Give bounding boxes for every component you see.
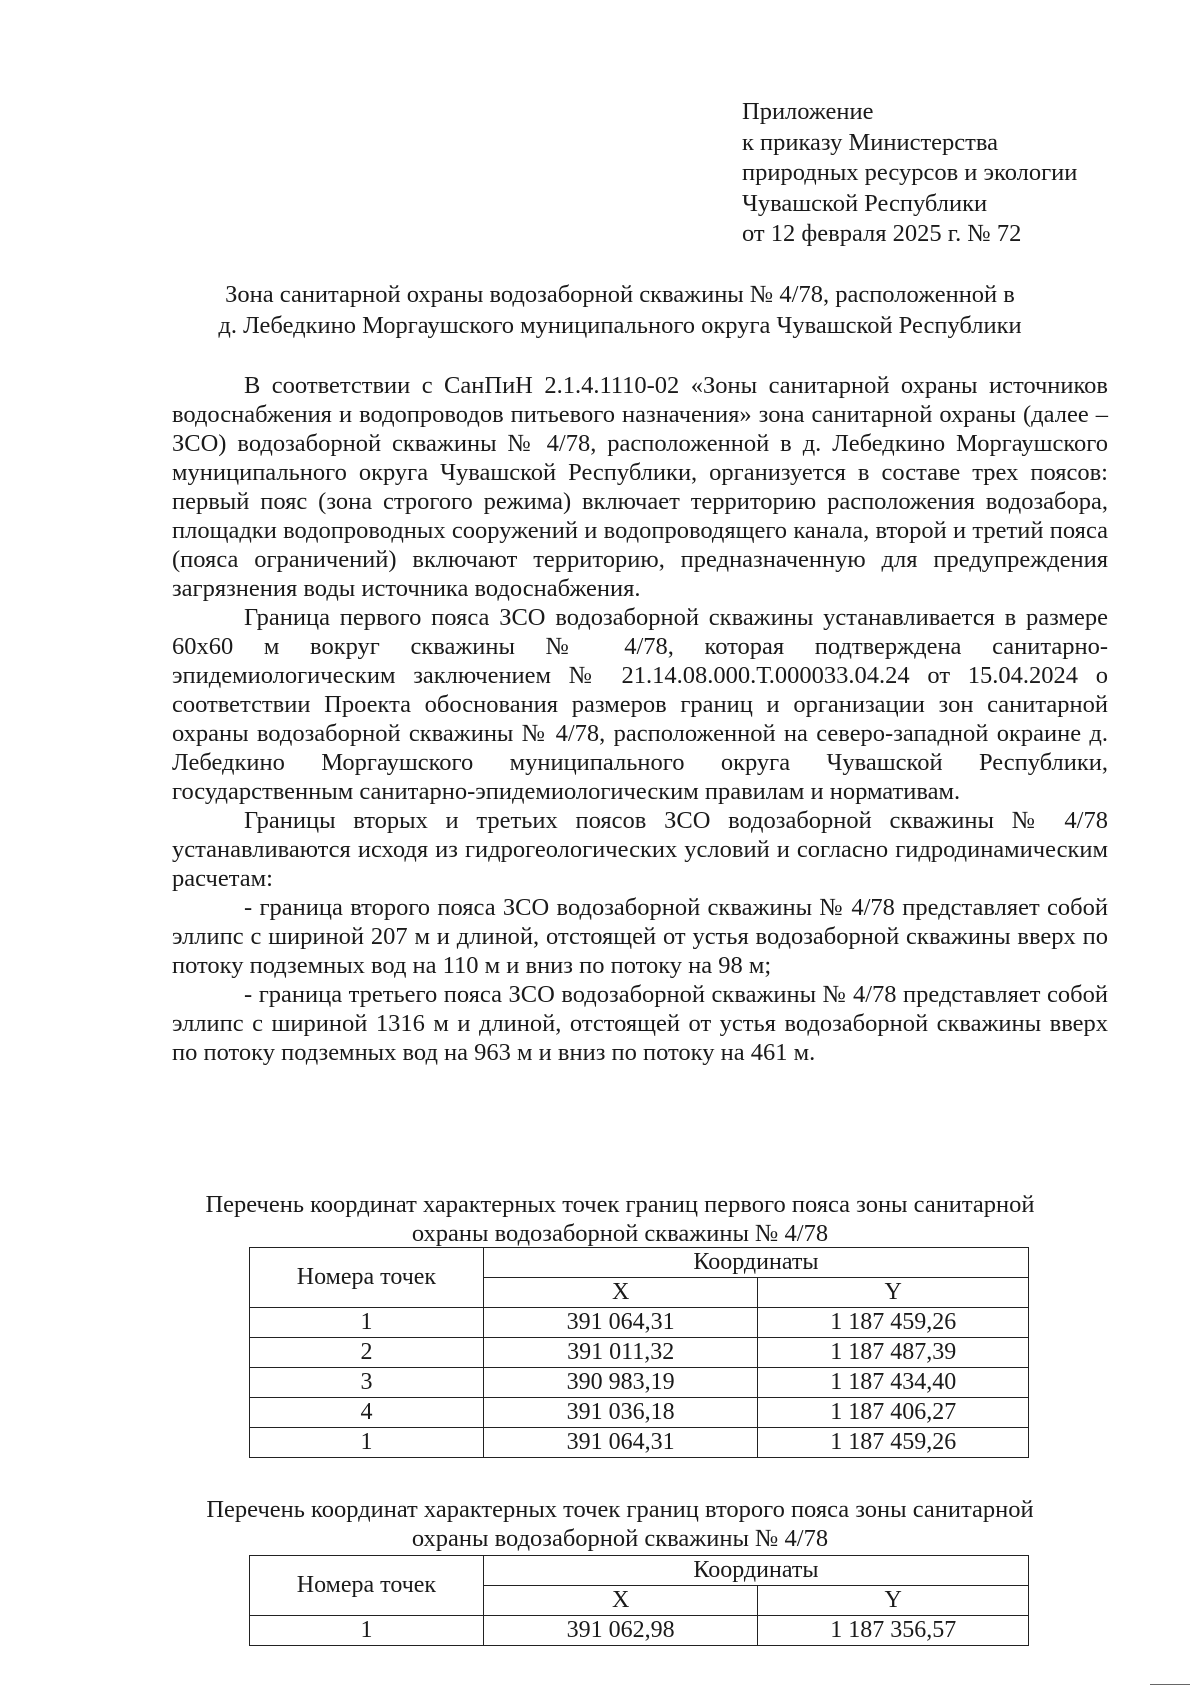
- header-x: X: [483, 1278, 758, 1308]
- annex-line: Приложение: [742, 98, 874, 125]
- cell-x: 391 011,32: [483, 1338, 758, 1368]
- table2-caption: [150, 1495, 1090, 1553]
- cell-y: 1 187 487,39: [758, 1338, 1029, 1368]
- title-line: д. Лебедкино Моргаушского муниципального округа Чувашской Республики: [218, 311, 1022, 339]
- paragraph-intro: В соответствии с СанПиН 2.1.4.1110-02 «Зоны санитарной охраны источников водоснабжения и водопроводов питьевого назначения» зона санитарной охраны (далее – ЗСО) водозаборной скважины № 4/78, расположенной в д. Лебедкино Моргаушского муниципального округа Чувашской Республики, организуется в составе трех поясов: первый пояс (зона строгого режима) включает территорию расположения водозабора, площадки водопроводных сооружений и водопроводящего канала, второй и третий пояса (пояса ограничений) включают территорию, предназначенную для предупреждения загрязнения воды источника водоснабжения.: [172, 372, 1108, 602]
- paragraph-third-belt-boundary: - граница третьего пояса ЗСО водозаборной скважины № 4/78 представляет собой эллипс с шириной 1316 м и длиной, отстоящей от устья водозаборной скважины вверх по потоку подземных вод на 963 м и вниз по потоку на 461 м.: [172, 981, 1108, 1066]
- table-row: [250, 1338, 1029, 1368]
- header-coordinates: Координаты: [483, 1556, 1028, 1586]
- paragraph-first-belt: Граница первого пояса ЗСО водозаборной скважины устанавливается в размере 60х60 м вокруг скважины № 4/78, которая подтверждена санитарно-эпидемиологическим заключением № 21.14.08.000.Т.000033.04.24 от 15.04.2024 о соответствии Проекта обоснования размеров границ и организации зон санитарной охраны водозаборной скважины № 4/78, расположенной на северо-западной окраине д. Лебедкино Моргаушского муниципального округа Чувашской Республики, государственным санитарно-эпидемиологическим правилам и нормативам.: [172, 604, 1108, 805]
- cell-y: 1 187 434,40: [758, 1368, 1029, 1398]
- table-row: [250, 1616, 1029, 1646]
- document-title: [170, 280, 1070, 341]
- paragraph-second-belt-boundary: - граница второго пояса ЗСО водозаборной скважины № 4/78 представляет собой эллипс с шириной 207 м и длиной, отстоящей от устья водозаборной скважины вверх по потоку подземных вод на 110 м и вниз по потоку на 98 м;: [172, 894, 1108, 979]
- annex-line: к приказу Министерства: [742, 128, 998, 156]
- second-belt-coordinates-table: [249, 1555, 1029, 1646]
- cell-y: 1 187 406,27: [758, 1398, 1029, 1428]
- cell-y: 1 187 356,57: [758, 1616, 1029, 1646]
- title-line: Зона санитарной охраны водозаборной скважины № 4/78, расположенной в: [225, 281, 1015, 308]
- cell-y: 1 187 459,26: [758, 1428, 1029, 1458]
- page-edge-mark: [1150, 1684, 1190, 1685]
- cell-x: 391 036,18: [483, 1398, 758, 1428]
- header-x: X: [483, 1586, 758, 1616]
- annex-line: от 12 февраля 2025 г. № 72: [742, 220, 1022, 247]
- table-row: [250, 1428, 1029, 1458]
- annex-line: Чувашской Республики: [742, 189, 988, 217]
- header-points: Номера точек: [250, 1556, 484, 1616]
- cell-point: 1: [250, 1428, 484, 1458]
- caption-line: Перечень координат характерных точек границ второго пояса зоны санитарной: [206, 1496, 1034, 1523]
- table-row: [250, 1368, 1029, 1398]
- cell-x: 391 062,98: [483, 1616, 758, 1646]
- paragraph-second-third-belts: Границы вторых и третьих поясов ЗСО водозаборной скважины № 4/78 устанавливаются исходя из гидрогеологических условий и согласно гидродинамическим расчетам:: [172, 807, 1108, 892]
- cell-point: 3: [250, 1368, 484, 1398]
- cell-point: 2: [250, 1338, 484, 1368]
- cell-point: 1: [250, 1308, 484, 1338]
- annex-line: природных ресурсов и экологии: [742, 159, 1078, 186]
- header-points: Номера точек: [250, 1248, 484, 1308]
- table1-caption: [150, 1190, 1090, 1248]
- cell-point: 1: [250, 1616, 484, 1646]
- table-row: [250, 1398, 1029, 1428]
- caption-line: охраны водозаборной скважины № 4/78: [411, 1525, 829, 1552]
- cell-x: 390 983,19: [483, 1368, 758, 1398]
- cell-y: 1 187 459,26: [758, 1308, 1029, 1338]
- cell-x: 391 064,31: [483, 1428, 758, 1458]
- header-y: Y: [758, 1586, 1029, 1616]
- caption-line: охраны водозаборной скважины № 4/78: [411, 1220, 829, 1247]
- header-coordinates: Координаты: [483, 1248, 1028, 1278]
- table-header-row: [250, 1248, 1029, 1278]
- cell-point: 4: [250, 1398, 484, 1428]
- first-belt-coordinates-table: [249, 1247, 1029, 1458]
- header-y: Y: [758, 1278, 1029, 1308]
- table-row: [250, 1308, 1029, 1338]
- cell-x: 391 064,31: [483, 1308, 758, 1338]
- caption-line: Перечень координат характерных точек границ первого пояса зоны санитарной: [205, 1191, 1035, 1218]
- annex-header: [742, 97, 1162, 250]
- table-header-row: [250, 1556, 1029, 1586]
- document-body: [172, 371, 1108, 1067]
